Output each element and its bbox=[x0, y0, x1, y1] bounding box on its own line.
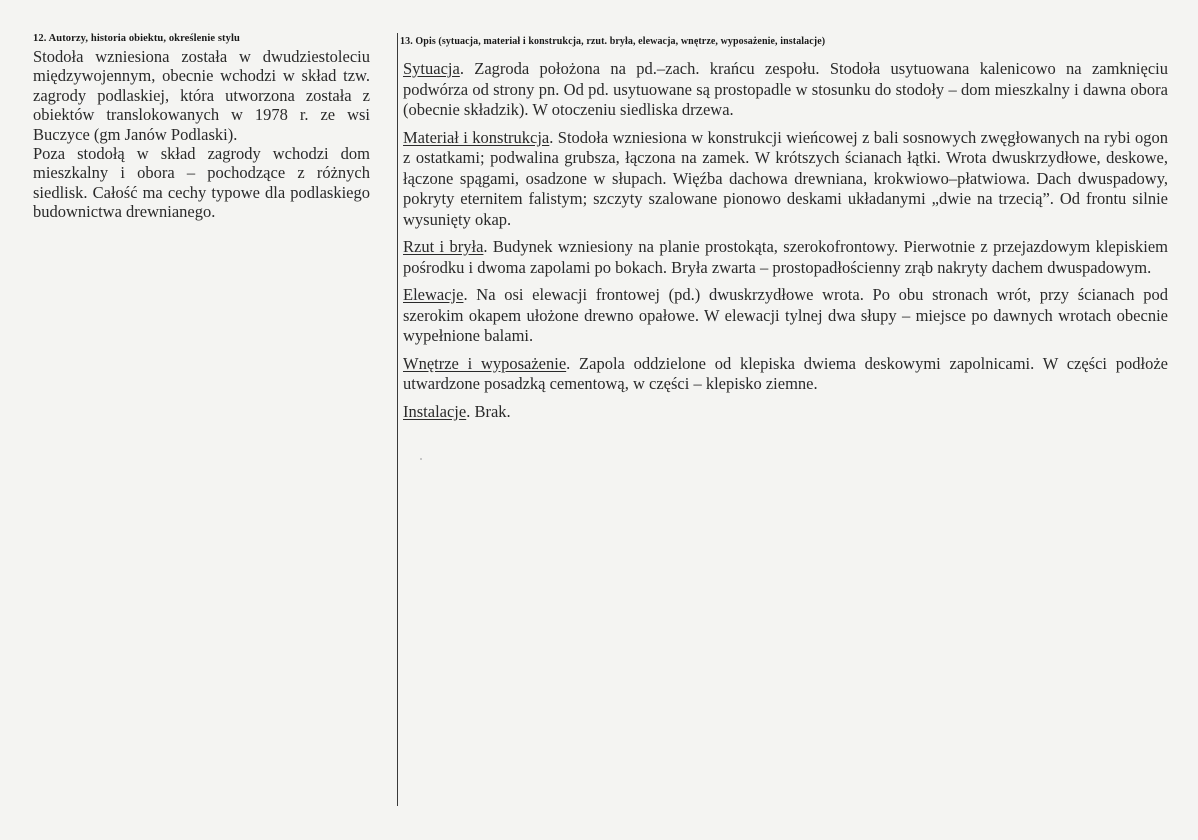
column-divider bbox=[397, 33, 398, 806]
paragraph-heading: Materiał i konstrukcja bbox=[403, 127, 550, 147]
paragraph-sytuacja bbox=[403, 59, 1168, 121]
paragraph-heading: Rzut i bryła bbox=[403, 237, 484, 256]
section-13 bbox=[400, 36, 1169, 429]
paragraph-text: . Stodoła wzniesiona w konstrukcji wieńcowej z bali sosnowych zwęgłowanych na rybi ogon z ostatkami; podwalina grubsza, łączona na zamek. W krótszych ścianach łątki. Wrota dwuskrzydłowe, deskowe, łączone spągami, osadzone w słupach. Więźba dachowa drewniana, krokwiowo–płatwiowa. Dach dwuspadowy, pokryty eternitem falistym; szczyty szalowane pionowo deskami układanymi „dwie na trzecią”. Od frontu silnie wysunięty okap. bbox=[403, 127, 1168, 229]
section-12-body bbox=[33, 47, 370, 222]
paragraph-heading: Wnętrze i wyposażenie bbox=[403, 353, 567, 373]
section-12-paragraph: Poza stodołą w skład zagrody wchodzi dom mieszkalny i obora – pochodzące z różnych siedlisk. Całość ma cechy typowe dla podlaskiego budownictwa drewnianego. bbox=[33, 144, 370, 222]
paragraph-elewacje bbox=[403, 285, 1168, 347]
scan-speck bbox=[420, 458, 422, 460]
section-12-header: 12. Autorzy, historia obiektu, określenie stylu bbox=[33, 33, 240, 44]
paragraph-text: . Zapola oddzielone od klepiska dwiema deskowymi zapolnicami. W części podłoże utwardzone posadzką cementową, w części – klepisko ziemne. bbox=[403, 353, 1168, 393]
section-12-paragraph: Stodoła wzniesiona została w dwudziestoleciu międzywojennym, obecnie wchodzi w skład tzw. zagrody podlaskiej, która utworzona została z obiektów translokowanych w 1978 r. ze wsi Buczyce (gm Janów Podlaski). bbox=[33, 47, 370, 144]
paragraph-heading: Instalacje bbox=[403, 401, 467, 421]
paragraph-text: . Na osi elewacji frontowej (pd.) dwuskrzydłowe wrota. Po obu stronach wrót, przy ścianach pod szerokim okapem ułożone drewno opałowe. W elewacji tylnej dwa słupy – miejsce po dawnych wrotach obecnie wypełnione balami. bbox=[403, 285, 1168, 345]
paragraph-heading: Elewacje bbox=[403, 285, 464, 304]
paragraph-rzut-i-bryla bbox=[403, 237, 1168, 278]
section-13-header: 13. Opis (sytuacja, materiał i konstrukcja, rzut. bryła, elewacja, wnętrze, wyposażenie, instalacje) bbox=[400, 36, 826, 47]
paragraph-text: . Brak. bbox=[466, 401, 511, 421]
paragraph-instalacje bbox=[403, 402, 1168, 423]
paragraph-material-i-konstrukcja bbox=[403, 128, 1168, 231]
paragraph-wnetrze-i-wyposazenie bbox=[403, 354, 1168, 395]
paragraph-text: . Budynek wzniesiony na planie prostokąta, szerokofrontowy. Pierwotnie z przejazdowym klepiskiem pośrodku i dwoma zapolami po bokach. Bryła zwarta – prostopadłościenny zrąb nakryty dachem dwuspadowym. bbox=[403, 237, 1169, 277]
paragraph-text: . Zagroda położona na pd.–zach. krańcu zespołu. Stodoła usytuowana kalenicowo na zamknięciu podwórza od strony pn. Od pd. usytuowane są prostopadle w stosunku do stodoły – dom mieszkalny i dawna obora (obecnie składzik). W otoczeniu siedliska drzewa. bbox=[403, 59, 1168, 119]
section-12 bbox=[33, 33, 370, 222]
paragraph-heading: Sytuacja bbox=[403, 59, 460, 78]
